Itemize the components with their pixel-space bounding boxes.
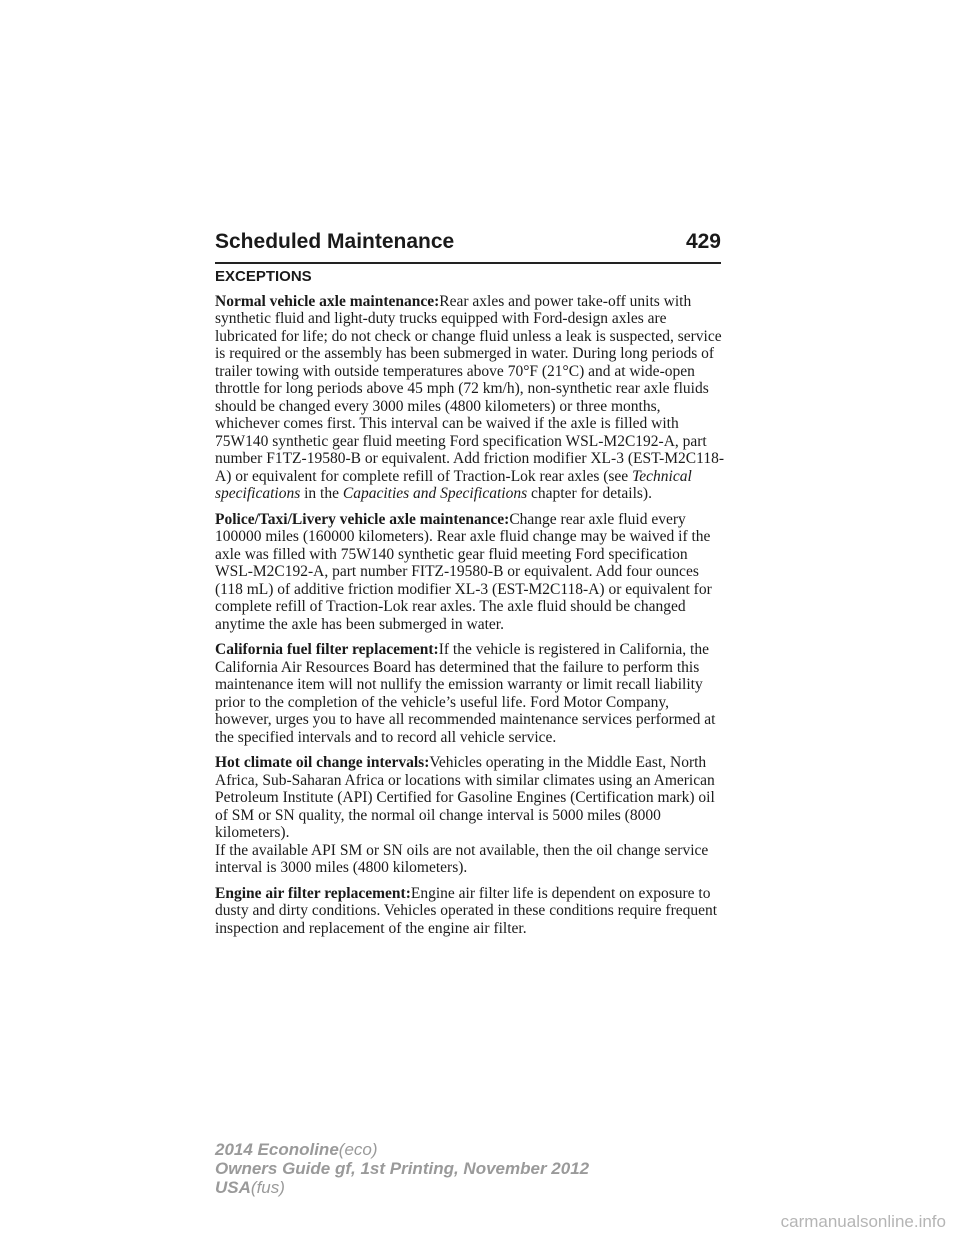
paragraph-text: Vehicles operating in the Middle East, North Africa, Sub-Saharan Africa or locations with similar climates using an American Petroleum Institute (API) Certified for Gasoline Engines (Certification mark) oil of SM or SN quality, the normal oil change interval is 5000 miles (8000 kilometers). [215,754,715,841]
paragraph-california-fuel-filter [215,641,727,746]
paragraph-lead: California fuel filter replacement: [215,641,439,658]
paragraph-air-filter [215,885,727,938]
paragraph-text: Change rear axle fluid every 100000 miles (160000 kilometers). Rear axle fluid change may be waived if the axle was filled with 75W140 synthetic gear fluid meeting Ford specification WSL-M2C192-A, part number FITZ-19580-B or equivalent. Add four ounces (118 mL) of additive friction modifier XL-3 (EST-M2C118-A) or equivalent for complete refill of Traction-Lok rear axles. The axle fluid should be changed anytime the axle has been submerged in water. [215,510,712,633]
paragraph-text: Engine air filter life is dependent on exposure to dusty and dirty conditions. Vehicles operated in these conditions require frequent inspection and replacement of the engine air filter. [215,884,718,937]
footer-model: 2014 Econoline [215,1140,339,1159]
paragraph-lead: Normal vehicle axle maintenance: [215,292,440,310]
page-header [215,226,721,264]
footer-market-code: (fus) [250,1178,285,1197]
paragraph-text: chapter for details). [527,485,652,502]
footer-line-model [215,1140,775,1159]
paragraph-lead: Hot climate oil change intervals: [215,754,430,771]
paragraph-lead: Police/Taxi/Livery vehicle axle maintenance: [215,510,510,528]
footer-line-guide: Owners Guide gf, 1st Printing, November 2012 [215,1159,590,1178]
paragraph-lead: Engine air filter replacement: [215,884,411,902]
section-heading: EXCEPTIONS [215,268,312,285]
paragraph-hot-climate-note: If the available API SM or SN oils are not available, then the oil change service interval is 3000 miles (4800 kilometers). [215,841,709,876]
paragraph-axle-maintenance [215,293,727,503]
paragraph-text: Rear axles and power take-off units with synthetic fluid and light-duty trucks equipped with Ford-design axles are lubricated for life; do not check or change fluid unless a leak is suspected, service is required or the assembly has been submerged in water. During long periods of trailer towing with outside temperatures above 70°F (21°C) and at wide-open throttle for long periods above 45 mph (72 km/h), non-synthetic rear axle fluids should be changed every 3000 miles (4800 kilometers) or three months, whichever comes first. This interval can be waived if the axle is filled with 75W140 synthetic gear fluid meeting Ford specification WSL-M2C192-A, part number F1TZ-19580-B or equivalent. Add friction modifier XL-3 (EST-M2C118-A) or equivalent for complete refill of Traction-Lok rear axles (see [215,292,724,485]
paragraph-text: in the [300,485,343,502]
footer-model-code: (eco) [338,1140,378,1159]
paragraph-police-axle [215,511,727,634]
cross-reference: Technical specifications [215,467,692,502]
page-content [215,268,727,945]
paragraph-hot-climate [215,754,727,842]
watermark-text: carmanualsonline.info [780,1212,946,1231]
chapter-title: Scheduled Maintenance [215,230,455,253]
footer-market: USA [215,1178,251,1197]
cross-reference: Capacities and Specifications [342,485,528,502]
page-footer [215,1140,775,1197]
paragraph-text: If the vehicle is registered in California, the California Air Resources Board has determined that the failure to perform this maintenance item will not nullify the emission warranty or limit recall liability prior to the completion of the vehicle’s useful life. Ford Motor Company, however, urges you to have all recommended maintenance services performed at the specified intervals and to record all vehicle service. [215,641,716,746]
footer-line-market [215,1178,775,1197]
page-number: 429 [685,230,721,253]
